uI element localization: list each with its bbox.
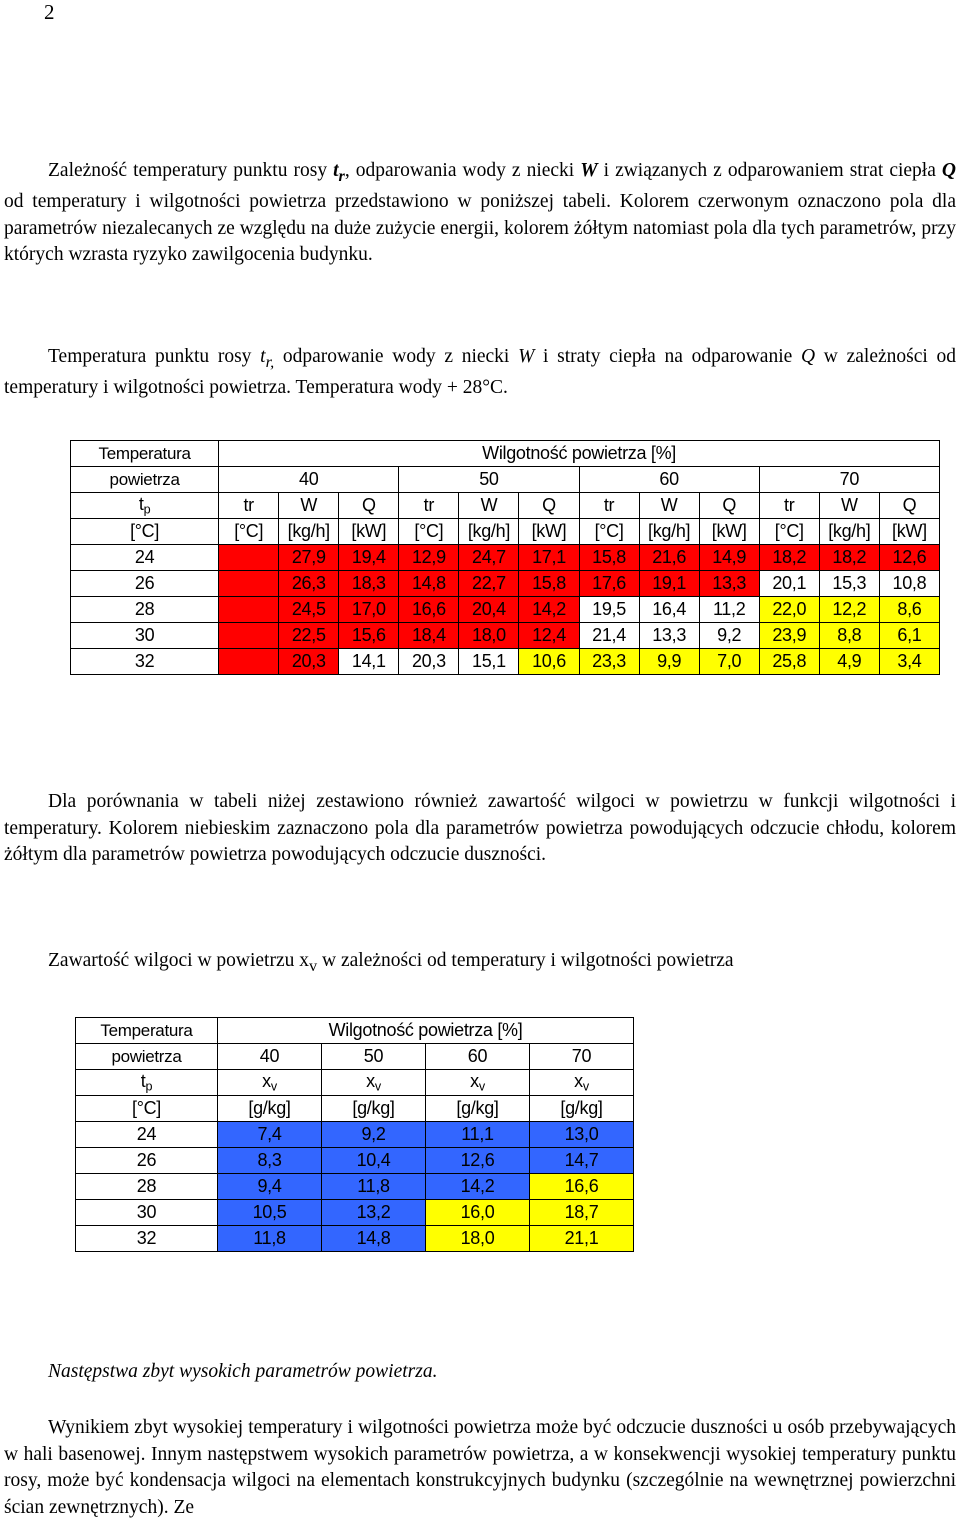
table-cell: 11,8 bbox=[218, 1226, 322, 1252]
param-symbol: x bbox=[574, 1071, 583, 1092]
table-cell: 15,1 bbox=[459, 649, 519, 675]
table-cell: 14,1 bbox=[339, 649, 399, 675]
row-temperature: 32 bbox=[76, 1226, 218, 1252]
table-cell: 10,8 bbox=[879, 571, 939, 597]
param-name: W bbox=[459, 493, 519, 519]
table-cell: 16,6 bbox=[399, 597, 459, 623]
table-cell: 18,4 bbox=[399, 623, 459, 649]
param-unit: [g/kg] bbox=[218, 1096, 322, 1122]
table-cell: 14,7 bbox=[530, 1148, 634, 1174]
table-cell: 12,2 bbox=[819, 597, 879, 623]
table-cell: 20,3 bbox=[279, 649, 339, 675]
corner-label: powietrza bbox=[71, 467, 219, 493]
tp-label bbox=[76, 1070, 218, 1096]
param-name: Q bbox=[879, 493, 939, 519]
humidity-title: Wilgotność powietrza [%] bbox=[218, 1018, 634, 1044]
row-temperature: 28 bbox=[76, 1174, 218, 1200]
table-cell: 24,7 bbox=[459, 545, 519, 571]
row-temperature: 24 bbox=[76, 1122, 218, 1148]
param-name bbox=[426, 1070, 530, 1096]
corner-label: Temperatura bbox=[71, 441, 219, 467]
table-cell: 7,4 bbox=[218, 1122, 322, 1148]
table-cell: 19,4 bbox=[339, 545, 399, 571]
param-unit: [°C] bbox=[219, 519, 279, 545]
param-unit: [kW] bbox=[519, 519, 579, 545]
tp-symbol: t bbox=[138, 494, 144, 515]
humidity-level: 60 bbox=[579, 467, 759, 493]
table-cell: 20,3 bbox=[399, 649, 459, 675]
table-cell: 16,4 bbox=[639, 597, 699, 623]
table-cell: 17,6 bbox=[579, 571, 639, 597]
intro-paragraph: Zależność temperatury punktu rosy $t_r$, odparowania wody z niecki W i związanych z odparowaniem strat ciepła Q od temperatury i wilgotności powietrza przedstawiono w poniższej tabeli. Kolorem czerwonym oznaczono pola dla parametrów niezalecanych ze względu na duże zużycie energii, kolorem żółtym natomiast pola dla tych parametrów, przy których wzrasta ryzyko zawilgocenia budynku. bbox=[4, 160, 956, 266]
temp-unit: [°C] bbox=[71, 519, 219, 545]
row-temperature: 30 bbox=[71, 623, 219, 649]
table-cell bbox=[219, 545, 279, 571]
corner-label: powietrza bbox=[76, 1044, 218, 1070]
param-name: Q bbox=[339, 493, 399, 519]
table-cell: 9,4 bbox=[218, 1174, 322, 1200]
humidity-level: 70 bbox=[530, 1044, 634, 1070]
param-unit: [g/kg] bbox=[426, 1096, 530, 1122]
table-cell: 12,6 bbox=[426, 1148, 530, 1174]
table-cell: 12,4 bbox=[519, 623, 579, 649]
table-cell: 8,8 bbox=[819, 623, 879, 649]
param-name bbox=[322, 1070, 426, 1096]
table-cell: 18,2 bbox=[759, 545, 819, 571]
table-cell: 13,3 bbox=[699, 571, 759, 597]
table-cell: 16,0 bbox=[426, 1200, 530, 1226]
param-name: W bbox=[639, 493, 699, 519]
param-unit: [g/kg] bbox=[322, 1096, 426, 1122]
row-temperature: 26 bbox=[76, 1148, 218, 1174]
tp-subscript: p bbox=[143, 502, 151, 517]
param-unit: [kW] bbox=[339, 519, 399, 545]
param-name: tr bbox=[759, 493, 819, 519]
table-cell: 21,4 bbox=[579, 623, 639, 649]
section-title: Następstwa zbyt wysokich parametrów powietrza. bbox=[48, 1361, 438, 1382]
humidity-level: 60 bbox=[426, 1044, 530, 1070]
table-cell: 12,6 bbox=[879, 545, 939, 571]
table-cell: 12,9 bbox=[399, 545, 459, 571]
table-cell: 14,9 bbox=[699, 545, 759, 571]
param-subscript: v bbox=[270, 1079, 277, 1094]
tp-label bbox=[71, 493, 219, 519]
param-unit: [g/kg] bbox=[530, 1096, 634, 1122]
param-unit: [°C] bbox=[759, 519, 819, 545]
param-name: Q bbox=[519, 493, 579, 519]
corner-label: Temperatura bbox=[76, 1018, 218, 1044]
table2-caption: Zawartość wilgoci w powietrzu $x_v$ w zależności od temperatury i wilgotności powietrza bbox=[48, 950, 734, 975]
humidity-level: 70 bbox=[759, 467, 939, 493]
table-cell: 3,4 bbox=[879, 649, 939, 675]
row-temperature: 28 bbox=[71, 597, 219, 623]
table-cell: 9,2 bbox=[322, 1122, 426, 1148]
param-subscript: v bbox=[582, 1079, 589, 1094]
table-cell: 25,8 bbox=[759, 649, 819, 675]
param-name: W bbox=[279, 493, 339, 519]
table-cell: 20,1 bbox=[759, 571, 819, 597]
table-cell: 13,2 bbox=[322, 1200, 426, 1226]
param-unit: [kg/h] bbox=[639, 519, 699, 545]
param-symbol: x bbox=[470, 1071, 479, 1092]
consequences-paragraph: Wynikiem zbyt wysokiej temperatury i wilgotności powietrza może być odczucie duszności u osób przebywających w hali basenowej. Innym następstwem wysokich parametrów powietrza, a w konsekwencji wysokiej temperatury punktu rosy, może być kondensacja wilgoci na elementach konstrukcyjnych budynku (szczególnie na wewnętrznej powierzchni ścian zewnętrznych). Ze bbox=[4, 1417, 956, 1518]
humidity-level: 40 bbox=[218, 1044, 322, 1070]
param-unit: [kW] bbox=[699, 519, 759, 545]
table-cell: 18,7 bbox=[530, 1200, 634, 1226]
table-cell: 23,9 bbox=[759, 623, 819, 649]
table-cell: 26,3 bbox=[279, 571, 339, 597]
table-cell: 21,6 bbox=[639, 545, 699, 571]
table-cell: 18,2 bbox=[819, 545, 879, 571]
table-cell: 20,4 bbox=[459, 597, 519, 623]
param-subscript: v bbox=[478, 1079, 485, 1094]
table-cell: 13,3 bbox=[639, 623, 699, 649]
table-cell: 16,6 bbox=[530, 1174, 634, 1200]
param-symbol: x bbox=[262, 1071, 271, 1092]
table-cell: 19,1 bbox=[639, 571, 699, 597]
table-cell bbox=[219, 571, 279, 597]
table-cell: 8,6 bbox=[879, 597, 939, 623]
table-cell: 23,3 bbox=[579, 649, 639, 675]
table-cell: 24,5 bbox=[279, 597, 339, 623]
table-cell: 18,3 bbox=[339, 571, 399, 597]
row-temperature: 32 bbox=[71, 649, 219, 675]
humidity-level: 50 bbox=[322, 1044, 426, 1070]
table-cell: 13,0 bbox=[530, 1122, 634, 1148]
table-cell: 18,0 bbox=[426, 1226, 530, 1252]
table-cell: 15,6 bbox=[339, 623, 399, 649]
table-cell: 22,0 bbox=[759, 597, 819, 623]
table-cell: 15,3 bbox=[819, 571, 879, 597]
param-name: tr bbox=[219, 493, 279, 519]
table-cell: 9,9 bbox=[639, 649, 699, 675]
page-number: 2 bbox=[44, 0, 55, 24]
table-cell: 18,0 bbox=[459, 623, 519, 649]
table-cell: 14,8 bbox=[399, 571, 459, 597]
table-cell: 14,8 bbox=[322, 1226, 426, 1252]
moisture-content-table bbox=[75, 1017, 634, 1252]
param-name bbox=[530, 1070, 634, 1096]
param-name bbox=[218, 1070, 322, 1096]
table-cell: 14,2 bbox=[519, 597, 579, 623]
table-cell: 15,8 bbox=[519, 571, 579, 597]
table-cell bbox=[219, 623, 279, 649]
comparison-paragraph: Dla porównania w tabeli niżej zestawiono również zawartość wilgoci w powietrzu w funkcji wilgotności i temperatury. Kolorem niebieskim zaznaczono pola dla parametrów powietrza powodujących odczucie chłodu, kolorem żółtym dla parametrów powietrza powodujących odczucie duszności. bbox=[4, 791, 956, 865]
param-name: Q bbox=[699, 493, 759, 519]
table-cell: 17,0 bbox=[339, 597, 399, 623]
table1-caption: Temperatura punktu rosy $t_{r,}$ odparowanie wody z niecki W i straty ciepła na odparowanie Q w zależności od temperatury i wilgotności powietrza. Temperatura wody + 28°C. bbox=[4, 346, 957, 399]
table-cell: 17,1 bbox=[519, 545, 579, 571]
table-cell: 21,1 bbox=[530, 1226, 634, 1252]
table-cell: 22,7 bbox=[459, 571, 519, 597]
param-name: tr bbox=[399, 493, 459, 519]
tp-subscript: p bbox=[145, 1079, 153, 1094]
table-cell: 11,1 bbox=[426, 1122, 530, 1148]
table-cell: 7,0 bbox=[699, 649, 759, 675]
table-cell: 9,2 bbox=[699, 623, 759, 649]
param-symbol: x bbox=[366, 1071, 375, 1092]
humidity-title: Wilgotność powietrza [%] bbox=[219, 441, 940, 467]
param-name: W bbox=[819, 493, 879, 519]
param-unit: [°C] bbox=[579, 519, 639, 545]
param-unit: [kg/h] bbox=[459, 519, 519, 545]
param-subscript: v bbox=[374, 1079, 381, 1094]
dew-point-table bbox=[70, 440, 940, 675]
param-unit: [kg/h] bbox=[819, 519, 879, 545]
table-cell: 4,9 bbox=[819, 649, 879, 675]
table-cell bbox=[219, 597, 279, 623]
table-cell: 6,1 bbox=[879, 623, 939, 649]
param-unit: [kg/h] bbox=[279, 519, 339, 545]
table-cell: 11,2 bbox=[699, 597, 759, 623]
temp-unit: [°C] bbox=[76, 1096, 218, 1122]
table-cell: 14,2 bbox=[426, 1174, 530, 1200]
table-cell: 27,9 bbox=[279, 545, 339, 571]
table-cell: 22,5 bbox=[279, 623, 339, 649]
table-cell: 8,3 bbox=[218, 1148, 322, 1174]
param-name: tr bbox=[579, 493, 639, 519]
row-temperature: 24 bbox=[71, 545, 219, 571]
table-cell: 10,5 bbox=[218, 1200, 322, 1226]
param-unit: [°C] bbox=[399, 519, 459, 545]
table-cell: 15,8 bbox=[579, 545, 639, 571]
table-cell: 10,4 bbox=[322, 1148, 426, 1174]
row-temperature: 26 bbox=[71, 571, 219, 597]
table-cell: 10,6 bbox=[519, 649, 579, 675]
humidity-level: 50 bbox=[399, 467, 579, 493]
table-cell bbox=[219, 649, 279, 675]
table-cell: 11,8 bbox=[322, 1174, 426, 1200]
humidity-level: 40 bbox=[219, 467, 399, 493]
row-temperature: 30 bbox=[76, 1200, 218, 1226]
tp-symbol: t bbox=[140, 1071, 146, 1092]
table-cell: 19,5 bbox=[579, 597, 639, 623]
param-unit: [kW] bbox=[879, 519, 939, 545]
